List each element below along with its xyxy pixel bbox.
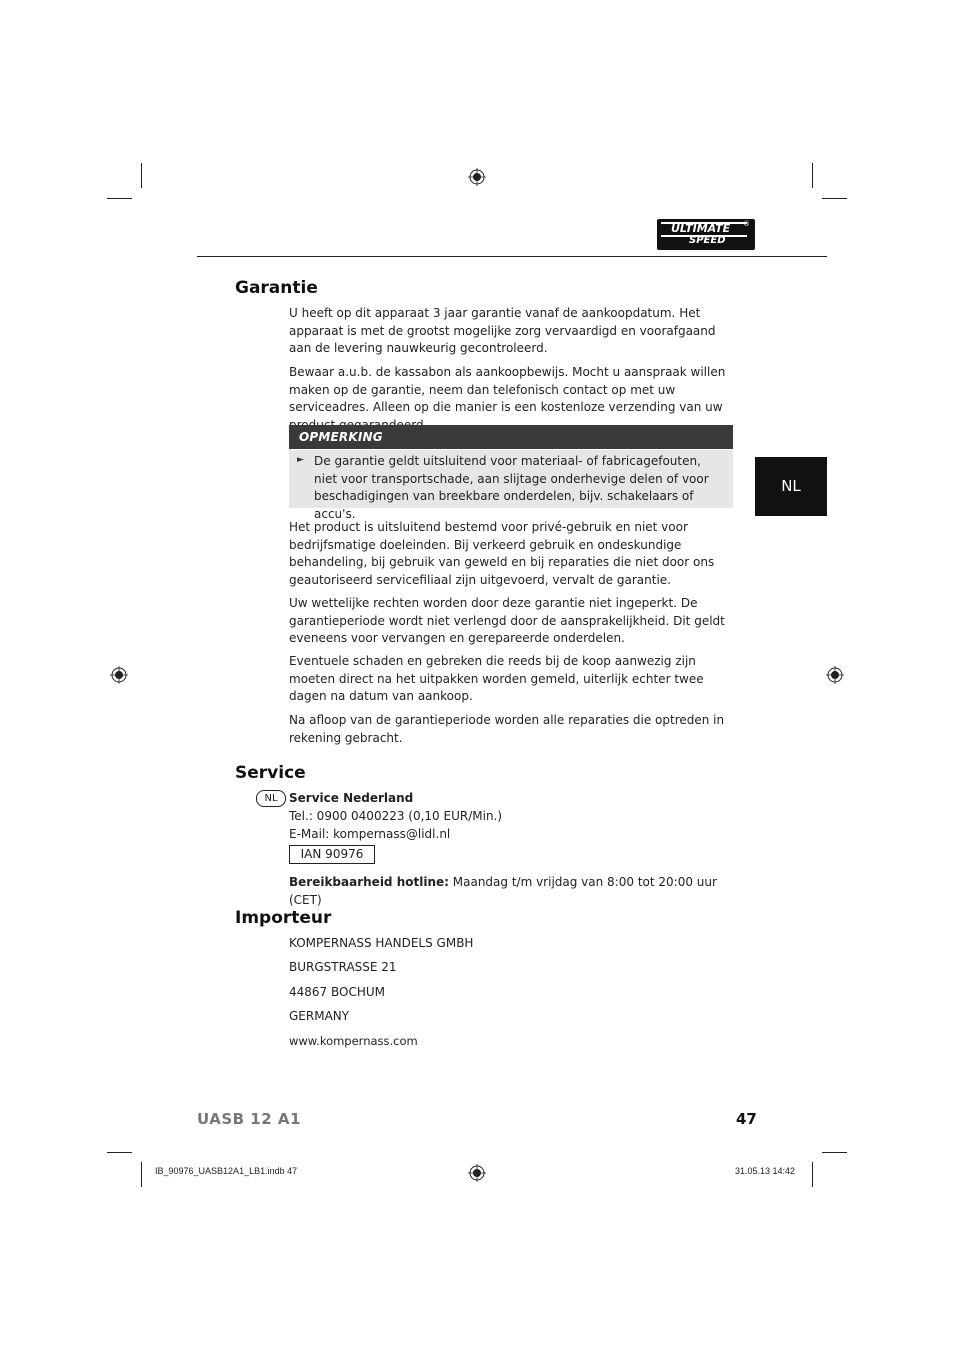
importeur-company: KOMPERNASS HANDELS GMBH [289,936,474,950]
crop-mark [812,163,813,188]
header-rule [197,256,827,257]
note-title: OPMERKING [299,430,383,444]
garantie-paragraph-1: U heeft op dit apparaat 3 jaar garantie vanaf de aankoopdatum. Het apparaat is met de grootst mogelijke zorg vervaardigd en voorafgaand aan de levering nauwkeurig gecontroleerd. [289,306,716,355]
bullet-arrow-icon: ► [297,455,304,465]
note-box [289,450,733,521]
crop-mark [107,198,132,199]
logo-registered-mark: ® [743,220,750,228]
garantie-paragraph-6: Na afloop van de garantieperiode worden alle reparaties die optreden in rekening gebracht. [289,713,725,745]
country-badge: NL [256,790,286,807]
service-hotline [289,874,749,909]
crop-mark [812,1162,813,1187]
footer-model: UASB 12 A1 [197,1110,301,1128]
ian-number: IAN 90976 [289,845,375,864]
importeur-country: GERMANY [289,1009,350,1023]
service-email: E-Mail: kompernass@lidl.nl [289,827,451,841]
registration-mark-icon [110,666,128,684]
importeur-street: BURGSTRASSE 21 [289,960,397,974]
note-header [289,425,733,449]
logo-top-text: ULTIMATE [671,222,731,235]
crop-mark [141,1162,142,1187]
service-name: Service Nederland [289,791,414,805]
print-slug-date: 31.05.13 14:42 [735,1166,796,1176]
service-tel: Tel.: 0900 0400223 (0,10 EUR/Min.) [289,809,503,823]
garantie-paragraph-2: Bewaar a.u.b. de kassabon als aankoopbewijs. Mocht u aanspraak willen maken op de garantie, neem dan telefonisch contact op met uw serviceadres. Alleen op die manier is een kostenloze verzending van uw [289,365,726,414]
garantie-paragraph-3: Het product is uitsluitend bestemd voor privé-gebruik en niet voor bedrijfsmatige doeleinden. Bij verkeerd gebruik en ondeskundige behandeling, bij gebruik van geweld en bij reparaties die niet door ons geautoriseerd servicefiliaal zijn uitgevoerd, vervalt de garantie. [289,520,715,587]
importeur-city: 44867 BOCHUM [289,985,385,999]
print-slug-file: IB_90976_UASB12A1_LB1.indb 47 [155,1166,298,1176]
note-text: De garantie geldt uitsluitend voor materiaal- of fabricagefouten, niet voor transportschade, aan slijtage onderhevige delen of voor beschadigingen van breekbare onderdelen, bijv. schakelaars of accu's. [314,454,709,521]
page-number: 47 [736,1110,757,1128]
garantie-paragraph-4: Uw wettelijke rechten worden door deze garantie niet ingeperkt. De garantieperiode wordt niet verlengd door de aansprakelijkheid. Dit geldt eveneens voor vervangen en gerepareerde onderdelen. [289,596,725,645]
crop-mark [107,1152,132,1153]
logo-bottom-text: SPEED [689,235,726,246]
crop-mark [822,198,847,199]
registration-mark-icon [468,168,486,186]
registration-mark-icon [468,1164,486,1182]
section-title-service: Service [235,763,306,783]
importeur-website: www.kompernass.com [289,1034,418,1048]
garantie-paragraph-5: Eventuele schaden en gebreken die reeds bij de koop aanwezig zijn moeten direct na het uitpakken worden gemeld, uiterlijk echter twee dagen na datum van aankoop. [289,654,704,703]
ultimate-speed-logo [657,219,755,250]
registration-mark-icon [826,666,844,684]
language-tab-label: NL [781,477,801,495]
crop-mark [141,163,142,188]
hotline-label: Bereikbaarheid hotline: [289,875,449,889]
language-tab [755,457,827,516]
section-title-importeur: Importeur [235,908,332,928]
hotline-value: Maandag t/m vrijdag van 8:00 tot 20:00 uur (CET) [289,875,717,907]
section-title-garantie: Garantie [235,278,318,298]
crop-mark [822,1152,847,1153]
